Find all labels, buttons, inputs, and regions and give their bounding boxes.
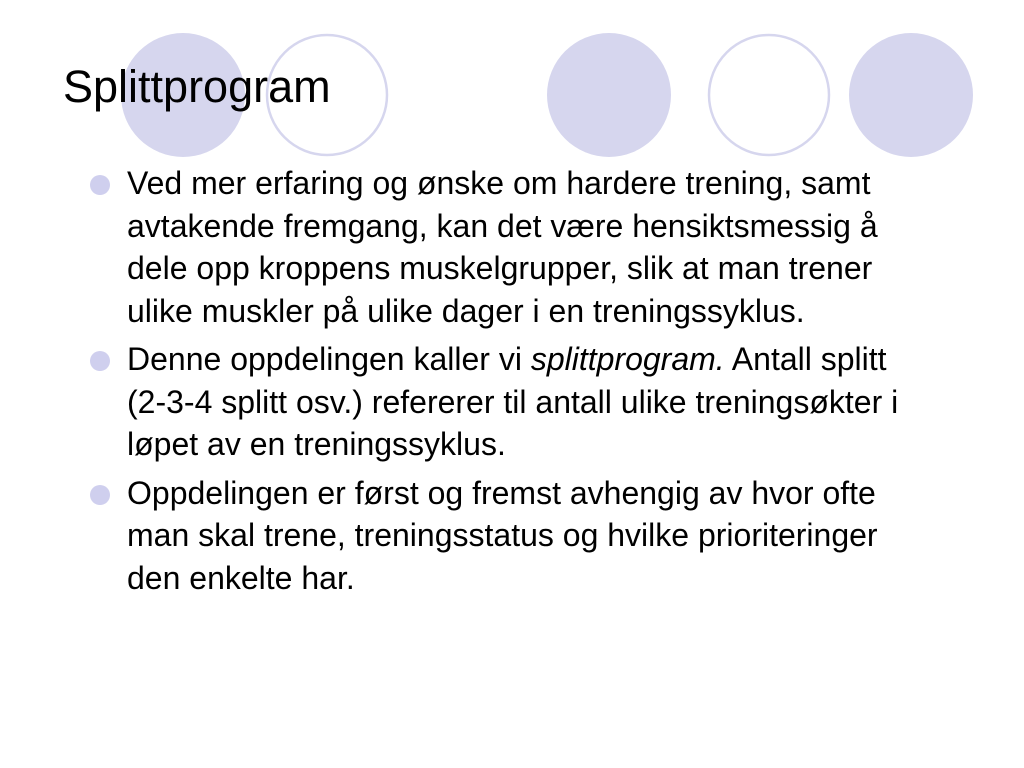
decorative-circle-filled (547, 33, 671, 157)
decorative-circle-filled (849, 33, 973, 157)
bullet-dot-icon (90, 485, 110, 505)
bullet-text (127, 341, 898, 462)
bullet-item (90, 472, 920, 600)
bullet-emphasis: splittprogram. (530, 341, 725, 377)
bullet-text-after: Antall splitt (2-3-4 splitt osv.) refererer til antall ulike treningsøkter i løpet av en treningssyklus. (127, 341, 899, 462)
bullet-dot-icon (90, 175, 110, 195)
bullet-text-before: Denne oppdelingen kaller vi (127, 341, 531, 377)
bullet-list (90, 162, 920, 605)
slide-title: Splittprogram (63, 61, 331, 112)
bullet-dot-icon (90, 351, 110, 371)
bullet-text: Ved mer erfaring og ønske om hardere trening, samt avtakende fremgang, kan det være hensiktsmessig å dele opp kroppens muskelgrupper, slik at man trener ulike muskler på ulike dager i en treningssyklus. (127, 165, 878, 329)
decorative-circle-outline (709, 35, 829, 155)
bullet-item (90, 162, 920, 332)
bullet-text: Oppdelingen er først og fremst avhengig av hvor ofte man skal trene, treningsstatus og hvilke prioriteringer den enkelte har. (127, 474, 878, 596)
bullet-item (90, 338, 920, 466)
